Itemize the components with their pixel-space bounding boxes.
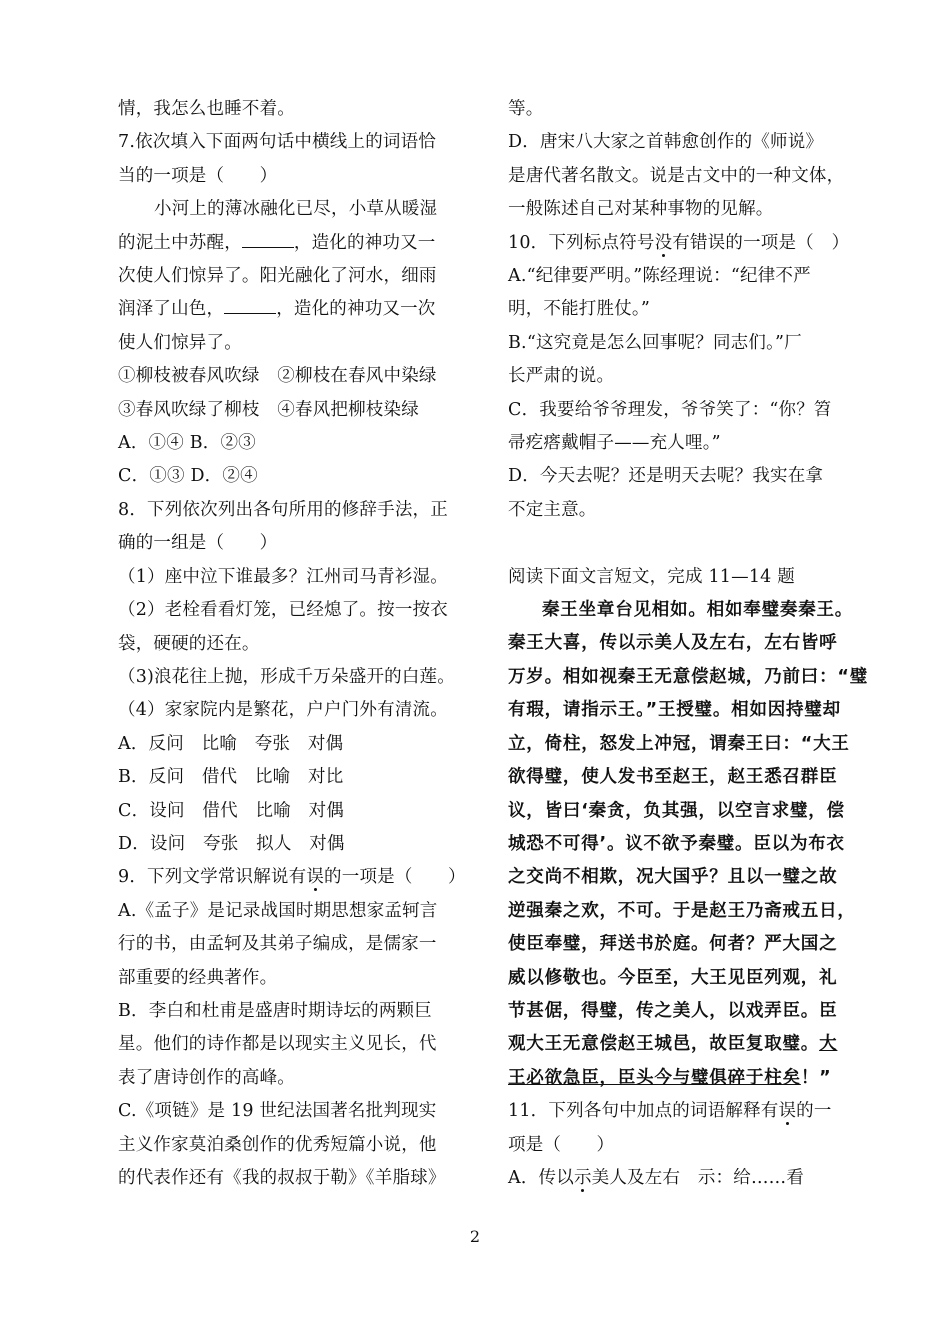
passage-line xyxy=(508,795,862,828)
text-line xyxy=(118,828,474,861)
text-line xyxy=(118,728,474,761)
text-line xyxy=(508,460,862,493)
text-line xyxy=(508,394,862,427)
line-text: 等。 xyxy=(508,99,544,119)
text-line xyxy=(118,628,474,661)
line-text: 长严肃的说。 xyxy=(508,366,615,387)
line-text: B.“这究竟是怎么回事呢？同志们。”厂 xyxy=(508,332,802,353)
line-text: 观大王无意偿赵王城邑，故臣复取璧。 xyxy=(508,1034,820,1055)
text-line xyxy=(508,193,862,226)
passage-line xyxy=(508,995,862,1028)
text-line xyxy=(118,694,474,727)
blank-line xyxy=(508,527,862,560)
line-text: 节甚倨，得璧，传之美人，以戏弄臣。臣 xyxy=(508,1000,838,1021)
passage-line xyxy=(508,861,862,894)
line-text: 威以修敬也。今臣至，大王见臣列观，礼 xyxy=(508,967,838,988)
line-text: 议，皆曰‘秦贪，负其强，以空言求璧，偿 xyxy=(508,800,845,821)
line-text-tail: 有错误的一项是（ ） xyxy=(672,232,850,253)
line-text: 情，我怎么也睡不着。 xyxy=(118,99,295,119)
underlined-text: 大 xyxy=(819,1034,838,1055)
line-text: 秦王大喜，传以示美人及左右，左右皆呼 xyxy=(508,633,838,654)
line-text: 明，不能打胜仗。” xyxy=(508,299,650,320)
line-text: 9．下列文学常识解说有 xyxy=(118,867,307,888)
line-text: 城恐不可得’。议不欲予秦璧。臣以为布衣 xyxy=(508,833,845,854)
line-text: 有瑕，请指示王。”王授璧。相如因持璧却 xyxy=(508,700,841,721)
text-line xyxy=(118,193,474,226)
line-text-tail: ，造化的神功又一 xyxy=(293,232,436,253)
text-line xyxy=(118,260,474,293)
text-line xyxy=(508,327,862,360)
text-line xyxy=(508,93,862,126)
passage-line xyxy=(508,694,862,727)
line-text: 当的一项是（ ） xyxy=(118,165,278,186)
line-text: 11．下列各句中加点的词语解释有 xyxy=(508,1101,779,1122)
text-line xyxy=(118,293,474,326)
line-text: B．李白和杜甫是盛唐时期诗坛的两颗巨 xyxy=(118,1000,432,1021)
line-text: 秦王坐章台见相如。相如奉璧奏秦王。 xyxy=(542,600,854,621)
text-line xyxy=(118,661,474,694)
line-text: 之交尚不相欺，况大国乎？且以一璧之故 xyxy=(508,867,838,888)
text-line xyxy=(118,895,474,928)
text-line xyxy=(118,1162,474,1195)
line-text: A．传以 xyxy=(508,1167,574,1188)
text-line xyxy=(118,427,474,460)
line-text: C．设问 借代 比喻 对偶 xyxy=(118,800,344,821)
line-text: 次使人们惊异了。阳光融化了河水，细雨 xyxy=(118,266,437,287)
line-text: A．反问 比喻 夸张 对偶 xyxy=(118,733,344,754)
passage-line xyxy=(508,1062,862,1095)
line-text: 行的书，由孟轲及其弟子编成，是儒家一 xyxy=(118,934,437,955)
line-text: 帚疙瘩戴帽子——充人哩。” xyxy=(508,433,721,454)
line-text: C.《项链》是 19 世纪法国著名批判现实 xyxy=(118,1101,437,1122)
emphasis-dotted-char: 误 xyxy=(306,867,325,888)
text-line xyxy=(118,327,474,360)
left-column xyxy=(118,93,474,1195)
fill-in-blank xyxy=(242,233,294,248)
text-line xyxy=(508,494,862,527)
line-text: 表了唐诗创作的高峰。 xyxy=(118,1067,295,1088)
text-line xyxy=(118,160,474,193)
line-text: 7.依次填入下面两句话中横线上的词语恰 xyxy=(118,132,436,153)
text-line xyxy=(118,394,474,427)
fill-in-blank xyxy=(224,299,276,314)
text-line xyxy=(508,293,862,326)
text-line xyxy=(118,761,474,794)
line-text: ①柳枝被春风吹绿 ②柳枝在春风中染绿 xyxy=(118,366,437,387)
text-line xyxy=(118,995,474,1028)
line-text: D．设问 夸张 拟人 对偶 xyxy=(118,833,345,854)
line-text: 的代表作还有《我的叔叔于勒》《羊脂球》 xyxy=(118,1168,446,1188)
line-text: （3)浪花往上抛，形成千万朵盛开的白莲。 xyxy=(118,666,455,687)
line-text: C．我要给爷爷理发，爷爷笑了：“你？笤 xyxy=(508,399,832,420)
passage-line xyxy=(508,594,862,627)
text-line xyxy=(118,494,474,527)
line-text-tail: 美人及左右 示：给……看 xyxy=(591,1167,805,1188)
text-line xyxy=(118,594,474,627)
passage-line xyxy=(508,761,862,794)
line-text: 主义作家莫泊桑创作的优秀短篇小说，他 xyxy=(118,1134,437,1155)
text-line xyxy=(118,93,474,126)
text-line xyxy=(118,1062,474,1095)
line-text: B．反问 借代 比喻 对比 xyxy=(118,767,344,788)
text-line xyxy=(118,227,474,260)
line-text: 逆强秦之欢，不可。于是赵王乃斋戒五日， xyxy=(508,900,856,921)
line-text: D．今天去呢？还是明天去呢？我实在拿 xyxy=(508,466,824,487)
line-text: 8．下列依次列出各句所用的修辞手法，正 xyxy=(118,499,448,520)
passage-line xyxy=(508,928,862,961)
line-text: 立，倚柱，怒发上冲冠，谓秦王曰：“大王 xyxy=(508,733,850,754)
text-line xyxy=(508,360,862,393)
line-text: （4）家家院内是繁花，户户门外有清流。 xyxy=(118,700,448,721)
line-text-tail: ！” xyxy=(800,1067,832,1088)
text-line xyxy=(508,1162,862,1195)
line-text: 万岁。相如视秦王无意偿赵城，乃前曰：“璧 xyxy=(508,666,868,687)
text-line xyxy=(508,126,862,159)
line-text: 项是（ ） xyxy=(508,1134,615,1155)
line-text: 小河上的薄冰融化已尽，小草从暖湿 xyxy=(154,199,438,220)
line-text: C．①③ D．②④ xyxy=(118,466,258,487)
line-text: 10．下列标点符号 xyxy=(508,232,655,253)
line-text: 的泥土中苏醒， xyxy=(118,232,242,253)
line-text: （2）老栓看看灯笼，已经熄了。按一按衣 xyxy=(118,600,448,621)
line-text-tail: 的一项是（ ） xyxy=(324,867,466,888)
right-column xyxy=(508,93,868,1195)
text-line xyxy=(508,1095,862,1128)
passage-line xyxy=(508,895,862,928)
text-line xyxy=(118,360,474,393)
line-text: 袋，硬硬的还在。 xyxy=(118,633,260,654)
line-text: 不定主意。 xyxy=(508,499,597,520)
line-text: ③春风吹绿了柳枝 ④春风把柳枝染绿 xyxy=(118,399,419,420)
text-line xyxy=(508,227,862,260)
line-text: 阅读下面文言短文，完成 11—14 题 xyxy=(508,566,795,587)
text-line xyxy=(118,795,474,828)
emphasis-dotted-char: 示 xyxy=(573,1167,592,1188)
text-line xyxy=(118,126,474,159)
line-text: 一般陈述自己对某种事物的见解。 xyxy=(508,199,774,220)
text-line xyxy=(118,527,474,560)
passage-line xyxy=(508,627,862,660)
line-text: A.“纪律要严明。”陈经理说：“纪律不严 xyxy=(508,266,811,287)
text-line xyxy=(508,427,862,460)
passage-line xyxy=(508,1028,862,1061)
line-text: （1）座中泣下谁最多？江州司马青衫湿。 xyxy=(118,566,448,587)
text-line xyxy=(508,260,862,293)
line-text: 欲得璧，使人发书至赵王，赵王悉召群臣 xyxy=(508,767,838,788)
text-line xyxy=(118,460,474,493)
line-text: 润泽了山色， xyxy=(118,299,225,320)
emphasis-dotted-char: 没 xyxy=(654,232,673,253)
line-text-tail: ，造化的神功又一次 xyxy=(276,299,436,320)
line-text: 确的一组是（ ） xyxy=(118,533,278,554)
line-text: 部重要的经典著作。 xyxy=(118,967,278,988)
line-text: A．①④ B．②③ xyxy=(118,433,256,454)
line-text: A.《孟子》是记录战国时期思想家孟轲言 xyxy=(118,900,438,921)
text-line xyxy=(508,160,862,193)
text-line xyxy=(508,561,862,594)
line-text: 是唐代著名散文。说是古文中的一种文体， xyxy=(508,165,845,186)
line-text: D．唐宋八大家之首韩愈创作的《师说》 xyxy=(508,132,824,153)
text-line xyxy=(118,1028,474,1061)
text-line xyxy=(118,861,474,894)
text-line xyxy=(118,1129,474,1162)
line-text: 使人们惊异了。 xyxy=(118,332,242,353)
passage-line xyxy=(508,828,862,861)
underlined-text: 王必欲急臣，臣头今与璧俱碎于柱矣 xyxy=(508,1067,801,1088)
passage-line xyxy=(508,728,862,761)
text-line xyxy=(118,962,474,995)
passage-line xyxy=(508,962,862,995)
emphasis-dotted-char: 误 xyxy=(778,1101,797,1122)
text-line xyxy=(118,1095,474,1128)
line-text: 星。他们的诗作都是以现实主义见长，代 xyxy=(118,1034,437,1055)
line-text-tail: 的一 xyxy=(796,1101,832,1122)
text-line xyxy=(118,928,474,961)
page-number: 2 xyxy=(469,1227,481,1246)
text-line xyxy=(118,561,474,594)
passage-line xyxy=(508,661,868,694)
text-line xyxy=(508,1129,862,1162)
line-text: 使臣奉璧，拜送书於庭。何者？严大国之 xyxy=(508,934,838,955)
